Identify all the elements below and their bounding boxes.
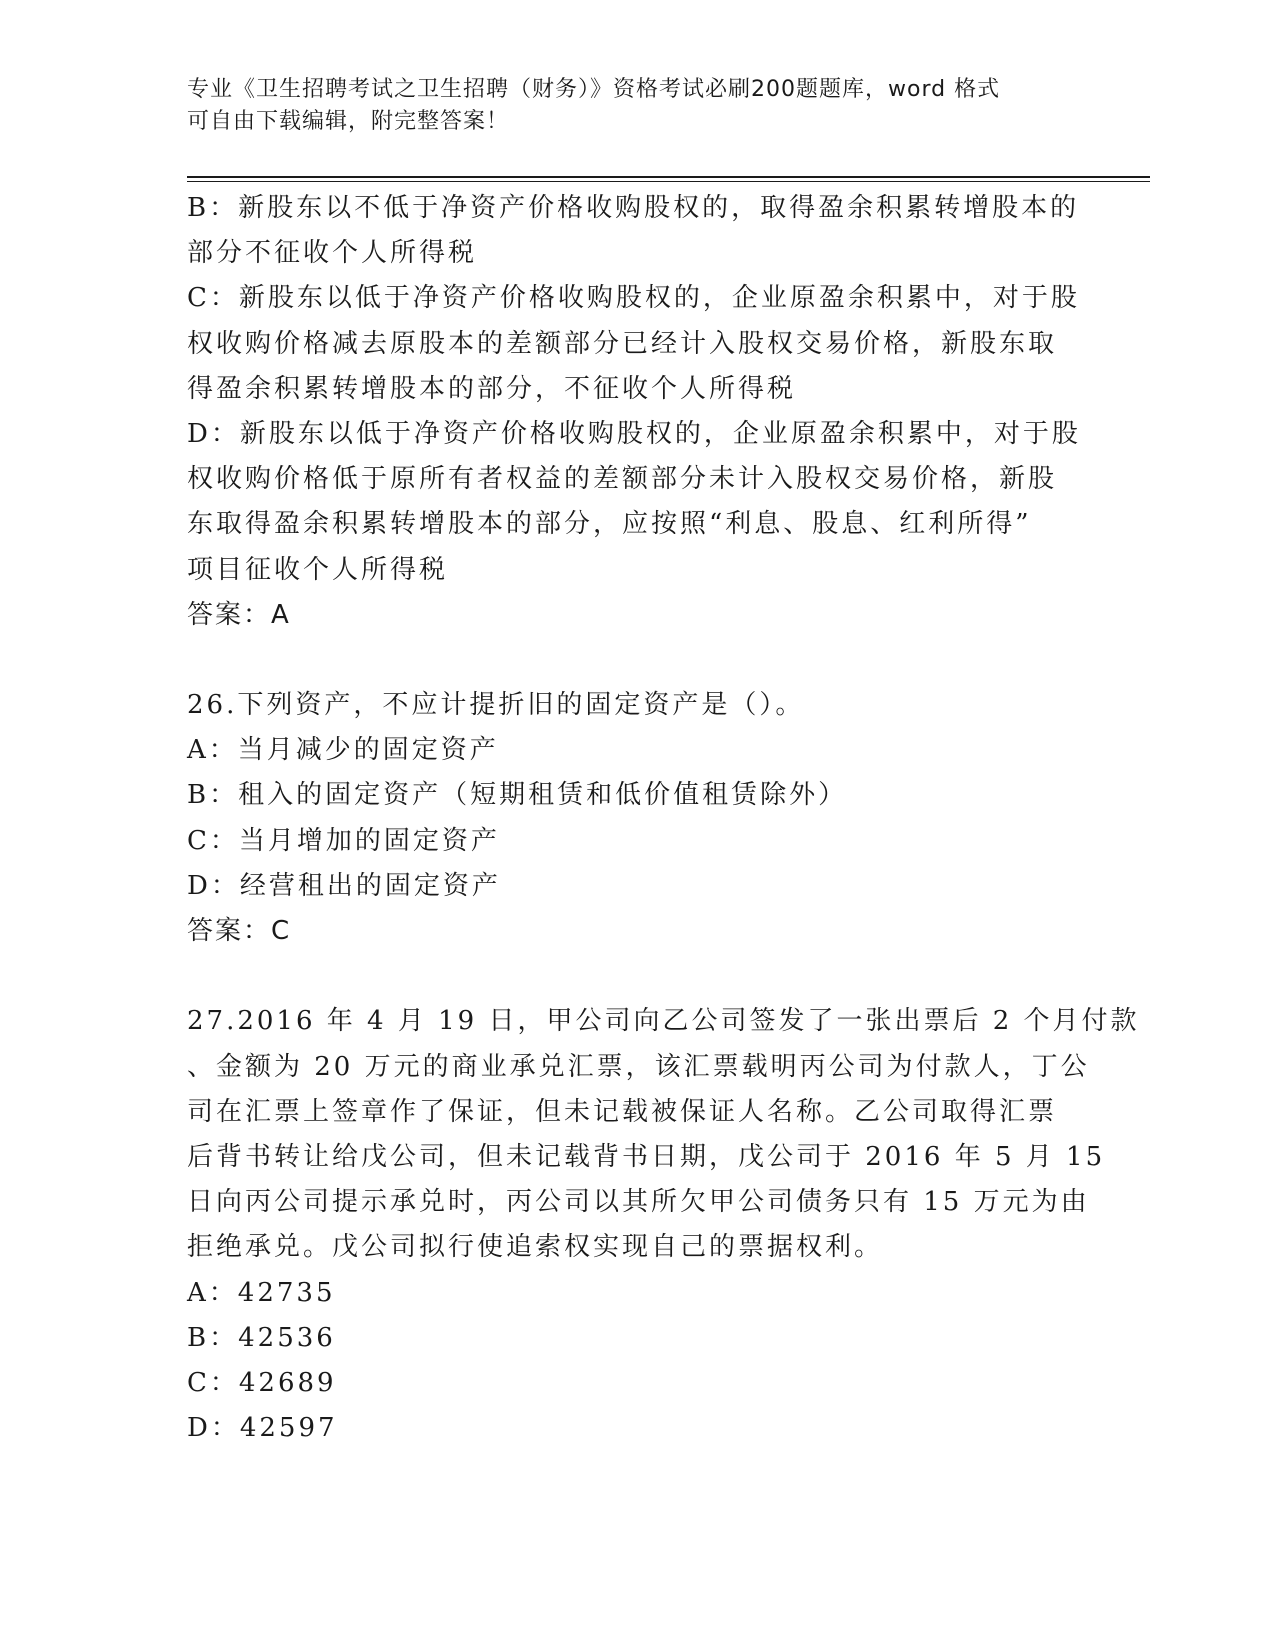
question-26-option-d: D：经营租出的固定资产 bbox=[187, 870, 501, 901]
question-27-option-c: C：42689 bbox=[187, 1367, 337, 1398]
spacer bbox=[187, 954, 1087, 999]
option-line: 权收购价格低于原所有者权益的差额部分未计入股权交易价格，新股 bbox=[187, 464, 1058, 495]
header-title-line-2: 可自由下载编辑，附完整答案！ bbox=[187, 109, 510, 134]
question-25-option-c bbox=[187, 276, 1087, 412]
header-rule-thick bbox=[187, 176, 1150, 178]
question-26-answer: 答案：C bbox=[187, 916, 292, 946]
question-27-option-a: A：42735 bbox=[187, 1277, 336, 1308]
question-26-option-a: A：当月减少的固定资产 bbox=[187, 735, 499, 766]
question-line: 日向丙公司提示承兑时，丙公司以其所欠甲公司债务只有 15 万元为由 bbox=[187, 1187, 1090, 1218]
option-line: 东取得盈余积累转增股本的部分，应按照“利息、股息、红利所得” bbox=[187, 509, 1032, 540]
spacer bbox=[187, 638, 1087, 683]
question-26-option-c: C：当月增加的固定资产 bbox=[187, 825, 500, 856]
question-line: 、金额为 20 万元的商业承兑汇票，该汇票载明丙公司为付款人，丁公 bbox=[187, 1051, 1090, 1082]
option-line: 得盈余积累转增股本的部分，不征收个人所得税 bbox=[187, 373, 797, 404]
question-line: 司在汇票上签章作了保证，但未记载被保证人名称。乙公司取得汇票 bbox=[187, 1096, 1058, 1127]
question-line: 27.2016 年 4 月 19 日，甲公司向乙公司签发了一张出票后 2 个月付款 bbox=[187, 1006, 1140, 1037]
question-27-option-b: B：42536 bbox=[187, 1322, 336, 1353]
question-27-text bbox=[187, 999, 1140, 1270]
option-line: 项目征收个人所得税 bbox=[187, 554, 449, 585]
question-25-option-b bbox=[187, 186, 1087, 276]
question-25-option-d bbox=[187, 412, 1087, 593]
question-line: 拒绝承兑。戊公司拟行使追索权实现自己的票据权利。 bbox=[187, 1232, 884, 1263]
option-line: 权收购价格减去原股本的差额部分已经计入股权交易价格，新股东取 bbox=[187, 328, 1058, 359]
option-line: C：新股东以低于净资产价格收购股权的，企业原盈余积累中，对于股 bbox=[187, 283, 1080, 314]
question-26-option-b: B：租入的固定资产（短期租赁和低价值租赁除外） bbox=[187, 780, 848, 811]
question-27-option-d: D：42597 bbox=[187, 1413, 338, 1444]
question-26-text: 26.下列资产，不应计提折旧的固定资产是（）。 bbox=[187, 690, 805, 721]
document-body bbox=[187, 186, 1140, 1451]
option-line: D：新股东以低于净资产价格收购股权的，企业原盈余积累中，对于股 bbox=[187, 418, 1081, 449]
header-title-line-1: 专业《卫生招聘考试之卫生招聘（财务）》资格考试必刷200题题库，word 格式 bbox=[187, 77, 1001, 102]
document-header bbox=[187, 74, 1067, 138]
question-25-answer: 答案：A bbox=[187, 599, 291, 630]
option-line: B：新股东以不低于净资产价格收购股权的，取得盈余积累转增股本的 bbox=[187, 193, 1080, 223]
header-rule-thin bbox=[187, 181, 1150, 182]
option-line: 部分不征收个人所得税 bbox=[187, 238, 478, 269]
question-line: 后背书转让给戊公司，但未记载背书日期，戊公司于 2016 年 5 月 15 bbox=[187, 1141, 1106, 1172]
